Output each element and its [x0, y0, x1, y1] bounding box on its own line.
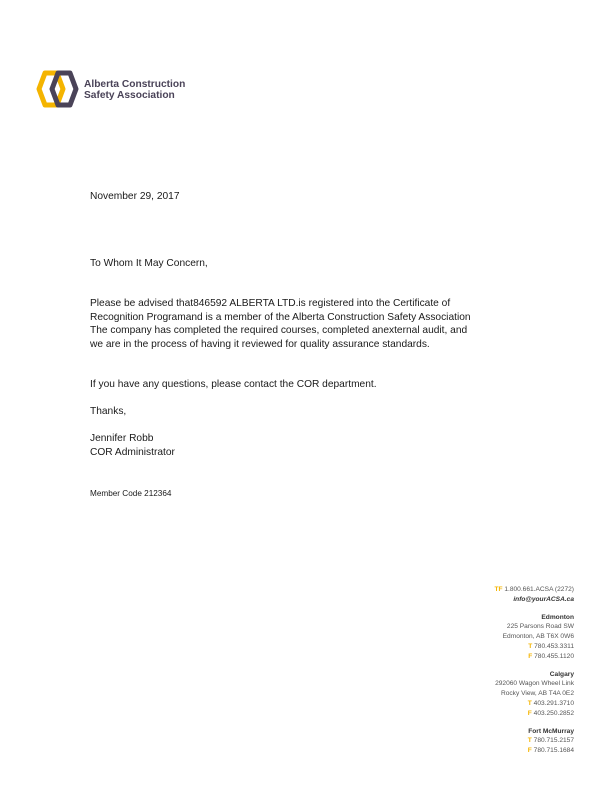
- office-city: Fort McMurray: [528, 727, 574, 735]
- fax-label: F: [528, 652, 533, 660]
- tf-label: TF: [494, 586, 503, 593]
- phone-number: 403.291.3710: [533, 699, 574, 707]
- signer-name: Jennifer Robb: [90, 433, 154, 444]
- office-address: 292060 Wagon Wheel Link: [495, 680, 574, 688]
- phone-label: T: [527, 737, 532, 745]
- body-line: Recognition Programand is a member of the Alberta Construction Safety Association: [90, 311, 471, 323]
- phone-number: 780.715.2157: [533, 737, 574, 745]
- closing: Thanks,: [90, 406, 127, 417]
- fax-label: F: [527, 709, 532, 717]
- fax-number: 780.715.1684: [533, 747, 574, 755]
- office-address: Edmonton, AB T6X 0W6: [502, 633, 574, 641]
- salutation: To Whom It May Concern,: [90, 258, 208, 269]
- acsa-logo-icon: [36, 70, 80, 108]
- questions-line: If you have any questions, please contact the COR department.: [90, 379, 377, 390]
- tf-number: 1.800.661.ACSA (2272): [504, 586, 574, 593]
- contact-footer: [374, 585, 574, 756]
- logo-wordmark: [84, 79, 185, 101]
- office-phone: [374, 699, 574, 709]
- letter-date: November 29, 2017: [90, 191, 180, 202]
- office-address: 225 Parsons Road SW: [506, 623, 574, 631]
- phone-number: 780.453.3311: [534, 642, 574, 650]
- phone-label: T: [528, 642, 533, 650]
- email-link[interactable]: info@yourACSA.ca: [513, 595, 574, 603]
- body-line: Please be advised that846592 ALBERTA LTD.is registered into the Certificate of: [90, 298, 451, 309]
- office-fax: [374, 746, 574, 756]
- office-fax: [374, 652, 574, 662]
- signer-title: COR Administrator: [90, 446, 175, 458]
- office-address: Rocky View, AB T4A 0E2: [500, 690, 574, 698]
- body-line: we are in the process of having it reviewed for quality assurance standards.: [90, 338, 430, 350]
- office-fax: [374, 709, 574, 719]
- letter-body: [90, 297, 471, 351]
- office-city: Edmonton: [541, 613, 574, 621]
- phone-label: T: [527, 699, 532, 707]
- signature-block: [90, 432, 175, 459]
- acsa-logo: [36, 70, 186, 110]
- member-code: Member Code 212364: [90, 489, 172, 498]
- logo-line-1: Alberta Construction: [84, 79, 186, 90]
- fax-number: 403.250.2852: [533, 709, 574, 717]
- logo-line-2: Safety Association: [84, 90, 175, 101]
- body-line: The company has completed the required courses, completed anexternal audit, and: [90, 325, 468, 336]
- fax-label: F: [527, 747, 532, 755]
- office-city: Calgary: [549, 670, 574, 678]
- fax-number: 780.455.1120: [534, 652, 574, 660]
- office-phone: [374, 642, 574, 652]
- office-phone: [374, 736, 574, 746]
- toll-free-row: [374, 585, 574, 595]
